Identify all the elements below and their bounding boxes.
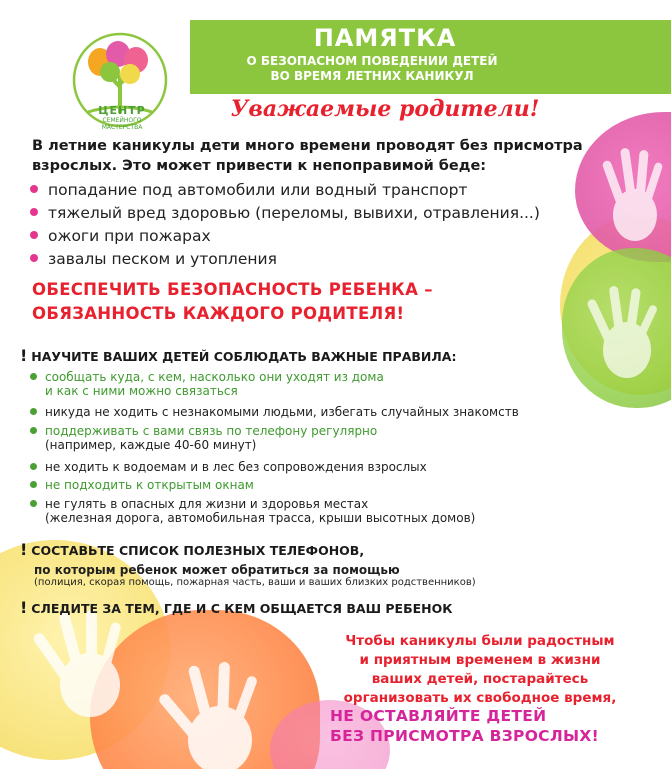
closing-line: и приятным временем в жизни	[359, 652, 601, 668]
danger-item	[30, 204, 540, 222]
danger-text: попадание под автомобили или водный транспорт	[48, 181, 468, 199]
rule-text: не гулять в опасных для жизни и здоровья местах	[45, 497, 369, 511]
rule-item	[30, 424, 377, 452]
rule-text: сообщать куда, с кем, насколько они уходят из дома	[45, 370, 384, 384]
hand-print-icon	[20, 600, 140, 730]
subtitle-line-1: О БЕЗОПАСНОМ ПОВЕДЕНИИ ДЕТЕЙ	[246, 54, 498, 68]
intro-paragraph: В летние каникулы дети много времени проводят без присмотра взрослых. Это может привести к непоправимой беде:	[32, 138, 583, 174]
closing-paragraph	[310, 632, 650, 708]
rule-text: поддерживать с вами связь по телефону регулярно	[45, 424, 378, 438]
logo-line-3: МАСТЕРСТВА	[101, 124, 143, 131]
rule-text-continued: (например, каждые 40-60 минут)	[45, 438, 257, 452]
rule-text: никуда не ходить с незнакомыми людьми, избегать случайных знакомств	[45, 405, 519, 419]
page-title: ПАМЯТКА	[313, 24, 457, 52]
rule-text: не подходить к открытым окнам	[45, 478, 254, 492]
pink-bullet-icon	[30, 231, 38, 239]
closing-line: ваших детей, постарайтесь	[371, 671, 589, 687]
closing-line: организовать их свободное время,	[343, 690, 617, 706]
rules-heading	[20, 346, 456, 365]
pink-bullet-icon	[30, 185, 38, 193]
final-call-to-action	[330, 706, 640, 746]
duty-line-1: ОБЕСПЕЧИТЬ БЕЗОПАСНОСТЬ РЕБЕНКА –	[32, 280, 433, 299]
duty-statement	[32, 278, 592, 326]
logo-caption	[82, 104, 162, 131]
pink-bullet-icon	[30, 208, 38, 216]
green-bullet-icon	[30, 373, 37, 380]
duty-line-2: ОБЯЗАННОСТЬ КАЖДОГО РОДИТЕЛЯ!	[32, 304, 405, 323]
hand-print-icon	[150, 650, 280, 769]
exclamation-icon: !	[20, 598, 28, 617]
danger-text: ожоги при пожарах	[48, 227, 211, 245]
final-line-2: БЕЗ ПРИСМОТРА ВЗРОСЛЫХ!	[330, 727, 600, 745]
danger-item	[30, 250, 277, 268]
phones-subtext: по которым ребенок может обратиться за помощью	[34, 563, 400, 577]
exclamation-icon: !	[20, 346, 28, 365]
page-subtitle	[222, 54, 522, 84]
exclamation-icon: !	[20, 540, 28, 559]
green-bullet-icon	[30, 427, 37, 434]
subtitle-line-2: ВО ВРЕМЯ ЛЕТНИХ КАНИКУЛ	[270, 69, 474, 83]
phones-heading-text: СОСТАВЬТЕ СПИСОК ПОЛЕЗНЫХ ТЕЛЕФОНОВ,	[31, 543, 365, 558]
green-bullet-icon	[30, 481, 37, 488]
watch-heading-text: СЛЕДИТЕ ЗА ТЕМ, ГДЕ И С КЕМ ОБЩАЕТСЯ ВАШ РЕБЕНОК	[31, 601, 453, 616]
rule-item	[30, 370, 384, 398]
green-bullet-icon	[30, 408, 37, 415]
green-bullet-icon	[30, 463, 37, 470]
closing-line: Чтобы каникулы были радостным	[345, 633, 615, 649]
rule-item	[30, 405, 519, 419]
pink-bullet-icon	[30, 254, 38, 262]
rule-text-continued: и как с ними можно связаться	[45, 384, 238, 398]
green-bullet-icon	[30, 500, 37, 507]
danger-text: завалы песком и утопления	[48, 250, 277, 268]
rule-item	[30, 497, 475, 525]
phones-examples: (полиция, скорая помощь, пожарная часть, ваши и ваших близких родственников)	[34, 577, 476, 588]
final-line-1: НЕ ОСТАВЛЯЙТЕ ДЕТЕЙ	[330, 707, 547, 725]
logo-line-1: ЦЕНТР	[98, 104, 146, 117]
rule-text-continued: (железная дорога, автомобильная трасса, крыши высотных домов)	[45, 511, 476, 525]
watch-heading	[20, 598, 452, 617]
rule-item	[30, 478, 254, 492]
greeting-heading: Уважаемые родители!	[230, 96, 540, 122]
phones-heading	[20, 540, 364, 559]
rules-heading-text: НАУЧИТЕ ВАШИХ ДЕТЕЙ СОБЛЮДАТЬ ВАЖНЫЕ ПРАВИЛА:	[31, 349, 457, 364]
logo-line-2: СЕМЕЙНОГО	[102, 117, 142, 124]
rule-item	[30, 460, 427, 474]
rule-text: не ходить к водоемам и в лес без сопровождения взрослых	[45, 460, 427, 474]
danger-item	[30, 227, 211, 245]
danger-item	[30, 181, 467, 199]
danger-text: тяжелый вред здоровью (переломы, вывихи, отравления...)	[48, 204, 540, 222]
